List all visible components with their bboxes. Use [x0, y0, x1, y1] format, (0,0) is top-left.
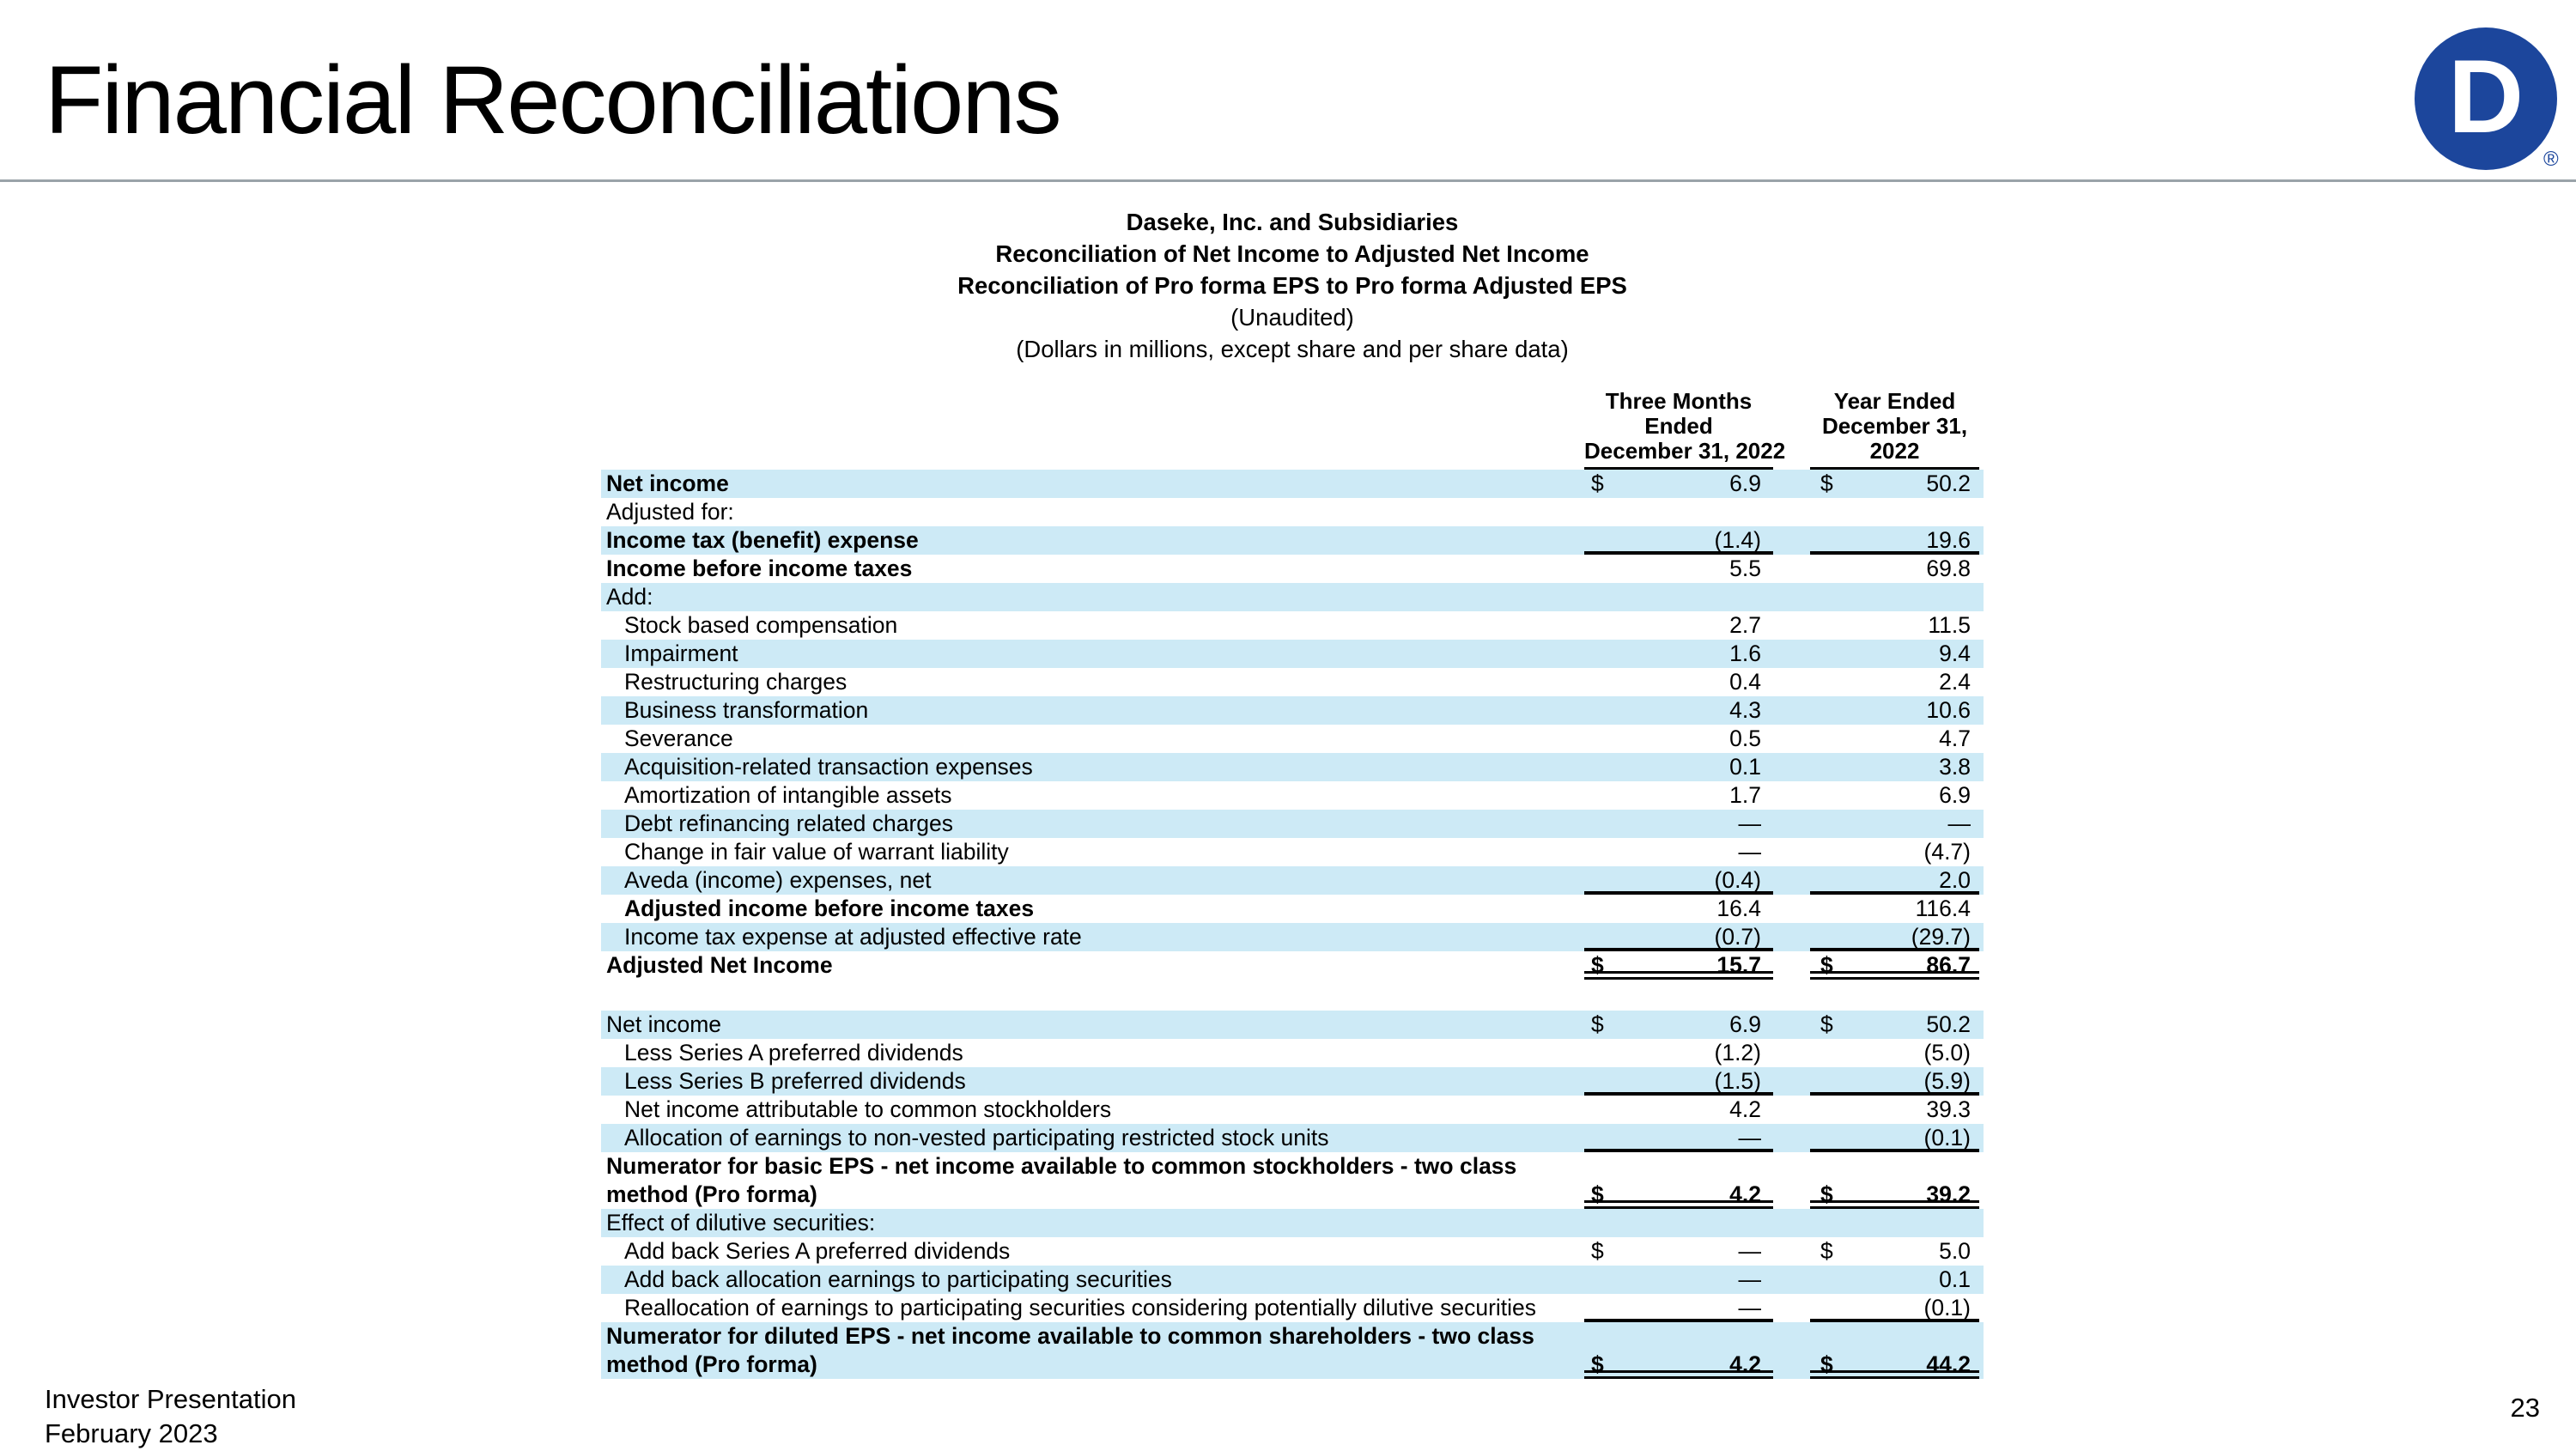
row-label: Net income: [606, 471, 729, 496]
value-cell: [1584, 1124, 1773, 1152]
row-label: Business transformation: [624, 697, 869, 723]
row-label: Less Series A preferred dividends: [624, 1040, 963, 1065]
value-cell: [1810, 555, 1979, 583]
table-row: [601, 668, 1984, 696]
dollar-sign: $: [1591, 1011, 1604, 1037]
value: 50.2: [1926, 471, 1971, 496]
value: (1.2): [1714, 1040, 1761, 1065]
value-cell: [1810, 1351, 1979, 1379]
value: —: [1738, 810, 1761, 836]
table-row: [601, 611, 1984, 640]
row-label: Net income attributable to common stockholders: [624, 1096, 1112, 1122]
value-cell: [1810, 1039, 1979, 1067]
col-header-line: Ended: [1644, 413, 1713, 439]
dollar-sign: $: [1591, 1238, 1604, 1264]
value-cell: [1810, 470, 1979, 498]
row-label: Add back Series A preferred dividends: [624, 1238, 1011, 1264]
table-header: [601, 388, 1984, 470]
value-cell: [1810, 781, 1979, 810]
row-label: Change in fair value of warrant liability: [624, 839, 1009, 865]
value: 4.2: [1729, 1096, 1761, 1122]
caption-line: Reconciliation of Pro forma EPS to Pro forma Adjusted EPS: [957, 272, 1627, 299]
value: 16.4: [1716, 895, 1761, 921]
value-cell: [1584, 895, 1773, 923]
row-label: Amortization of intangible assets: [624, 782, 952, 808]
table-row: [601, 895, 1984, 923]
value: (5.9): [1923, 1068, 1971, 1094]
value-cell: [1584, 555, 1773, 583]
dollar-sign: $: [1820, 1238, 1833, 1264]
row-label: Stock based compensation: [624, 612, 898, 638]
value: (0.1): [1923, 1295, 1971, 1320]
row-label: Numerator for diluted EPS - net income available to common shareholders - two class method (Pro forma): [606, 1323, 1534, 1377]
dollar-sign: $: [1820, 952, 1833, 978]
value-cell: [1810, 1294, 1979, 1322]
value-cell: [1584, 838, 1773, 866]
table-row: [601, 498, 1984, 526]
footer: [45, 1382, 296, 1451]
value-cell: [1584, 1237, 1773, 1266]
value-cell: [1584, 470, 1773, 498]
table-row: [601, 810, 1984, 838]
spacer-row: [601, 980, 1984, 1011]
value: 3.8: [1939, 754, 1971, 780]
value: (0.7): [1714, 924, 1761, 950]
caption-line: Daseke, Inc. and Subsidiaries: [1126, 209, 1459, 235]
value: 6.9: [1729, 471, 1761, 496]
value-cell: [1810, 1237, 1979, 1266]
col-header-line: Year Ended: [1833, 388, 1956, 414]
value-cell: [1810, 951, 1979, 980]
footer-date-label: February 2023: [45, 1418, 218, 1448]
value-cell: [1584, 1181, 1773, 1209]
value-cell: [1810, 838, 1979, 866]
table-row: [601, 1209, 1984, 1237]
table-row: [601, 1011, 1984, 1039]
row-label: Numerator for basic EPS - net income available to common stockholders - two class method (Pro forma): [606, 1153, 1517, 1207]
value: (0.1): [1923, 1125, 1971, 1150]
value-cell: [1810, 753, 1979, 781]
value-cell: [1584, 1294, 1773, 1322]
row-label: Less Series B preferred dividends: [624, 1068, 966, 1094]
reconciliation-table: [601, 388, 1984, 1379]
table-row: [601, 1039, 1984, 1067]
daseke-logo-icon: [2415, 27, 2557, 170]
value-cell: [1584, 640, 1773, 668]
value-cell: [1810, 526, 1979, 555]
table-row: [601, 838, 1984, 866]
value: 4.2: [1729, 1181, 1761, 1207]
value-cell: [1810, 895, 1979, 923]
table-row: [601, 1067, 1984, 1096]
table-row: [601, 583, 1984, 611]
table-row: [601, 526, 1984, 555]
table-rows: [601, 470, 1984, 1379]
col-header-three-months-ended: [1584, 388, 1786, 470]
value-cell: [1810, 1124, 1979, 1152]
value: 69.8: [1926, 556, 1971, 581]
table-row: [601, 1322, 1984, 1379]
table-row: [601, 951, 1984, 980]
value: 4.7: [1939, 726, 1971, 751]
value: 19.6: [1926, 527, 1971, 553]
value-cell: [1810, 1011, 1979, 1039]
value-cell: [1810, 611, 1979, 640]
row-label: Add:: [606, 584, 653, 610]
row-label: Reallocation of earnings to participating securities considering potentially dilutive securities: [624, 1295, 1537, 1320]
value-cell: [1584, 725, 1773, 753]
value-cell: [1810, 1266, 1979, 1294]
value-cell: [1584, 1266, 1773, 1294]
value: 1.7: [1729, 782, 1761, 808]
row-label: Adjusted income before income taxes: [624, 895, 1035, 921]
value: 86.7: [1926, 952, 1971, 978]
value-cell: [1810, 725, 1979, 753]
value: 4.2: [1729, 1351, 1761, 1377]
value: 2.4: [1939, 669, 1971, 695]
value: (0.4): [1714, 867, 1761, 893]
value: 11.5: [1928, 612, 1971, 638]
row-label: Effect of dilutive securities:: [606, 1210, 876, 1235]
value-cell: [1584, 923, 1773, 951]
table-row: [601, 555, 1984, 583]
col-header-year-ended: [1810, 389, 1979, 470]
value-cell: [1810, 640, 1979, 668]
table-row: [601, 470, 1984, 498]
value: 9.4: [1939, 641, 1971, 666]
value-cell: [1584, 810, 1773, 838]
row-label: Impairment: [624, 641, 738, 666]
page-number: 23: [2510, 1393, 2540, 1423]
footer-presentation-label: Investor Presentation: [45, 1384, 296, 1414]
table-row: [601, 1152, 1984, 1209]
row-label: Restructuring charges: [624, 669, 848, 695]
dollar-sign: $: [1820, 1181, 1833, 1207]
value: 39.3: [1926, 1096, 1971, 1122]
table-row: [601, 753, 1984, 781]
value: 0.1: [1939, 1266, 1971, 1292]
value-cell: [1810, 866, 1979, 895]
value: —: [1947, 810, 1971, 836]
dollar-sign: $: [1591, 952, 1604, 978]
dollar-sign: $: [1820, 471, 1833, 496]
value: 0.1: [1729, 754, 1761, 780]
value: 2.7: [1729, 612, 1761, 638]
dollar-sign: $: [1591, 1181, 1604, 1207]
table-row: [601, 696, 1984, 725]
logo-letter: D: [2447, 38, 2524, 155]
row-label: Acquisition-related transaction expenses: [624, 754, 1033, 780]
value-cell: [1584, 1011, 1773, 1039]
value-cell: [1584, 781, 1773, 810]
col-header-line: December 31, 2022: [1584, 438, 1786, 464]
table-row: [601, 640, 1984, 668]
table-caption: [601, 206, 1984, 365]
row-label: Income tax (benefit) expense: [606, 527, 919, 553]
value-cell: [1584, 1096, 1773, 1124]
row-label: Adjusted Net Income: [606, 952, 833, 978]
value-cell: [1584, 951, 1773, 980]
caption-line: Reconciliation of Net Income to Adjusted Net Income: [995, 240, 1589, 267]
value: 4.3: [1729, 697, 1761, 723]
value-cell: [1810, 1096, 1979, 1124]
value: —: [1738, 1125, 1761, 1150]
value-cell: [1810, 668, 1979, 696]
table-row: [601, 923, 1984, 951]
table-row: [601, 1266, 1984, 1294]
value: (4.7): [1923, 839, 1971, 865]
dollar-sign: $: [1591, 471, 1604, 496]
row-label: Severance: [624, 726, 733, 751]
value-cell: [1584, 1039, 1773, 1067]
value: (1.5): [1714, 1068, 1761, 1094]
value-cell: [1810, 923, 1979, 951]
row-label: Net income: [606, 1011, 722, 1037]
value-cell: [1584, 866, 1773, 895]
value-cell: [1584, 668, 1773, 696]
row-label: Aveda (income) expenses, net: [624, 867, 932, 893]
dollar-sign: $: [1820, 1011, 1833, 1037]
value: —: [1738, 839, 1761, 865]
value: 0.4: [1729, 669, 1761, 695]
row-label: Allocation of earnings to non-vested participating restricted stock units: [624, 1125, 1329, 1150]
value-cell: [1810, 1181, 1979, 1209]
value: 50.2: [1926, 1011, 1971, 1037]
value-cell: [1584, 1351, 1773, 1379]
value: (5.0): [1923, 1040, 1971, 1065]
value: 5.5: [1729, 556, 1761, 581]
row-label: Income before income taxes: [606, 556, 913, 581]
row-label: Debt refinancing related charges: [624, 810, 954, 836]
table-row: [601, 781, 1984, 810]
row-label: Add back allocation earnings to participating securities: [624, 1266, 1172, 1292]
value: 5.0: [1939, 1238, 1971, 1264]
col-header-line: 2022: [1869, 438, 1920, 464]
value: 1.6: [1729, 641, 1761, 666]
col-header-line: Three Months: [1605, 388, 1753, 414]
row-label: Adjusted for:: [606, 499, 734, 525]
value-cell: [1584, 611, 1773, 640]
table-row: [601, 1124, 1984, 1152]
value: 2.0: [1939, 867, 1971, 893]
value-cell: [1810, 810, 1979, 838]
caption-line: (Dollars in millions, except share and per share data): [1016, 336, 1569, 362]
value: 10.6: [1926, 697, 1971, 723]
table-row: [601, 866, 1984, 895]
value: (1.4): [1714, 527, 1761, 553]
value-cell: [1810, 696, 1979, 725]
value: 0.5: [1729, 726, 1761, 751]
table-row: [601, 725, 1984, 753]
value: —: [1738, 1238, 1761, 1264]
registered-trademark-icon: ®: [2543, 148, 2559, 171]
value-cell: [1584, 696, 1773, 725]
col-header-line: December 31,: [1821, 413, 1968, 439]
table-row: [601, 1096, 1984, 1124]
slide-title: Financial Reconciliations: [45, 46, 1060, 154]
row-label: Income tax expense at adjusted effective rate: [624, 924, 1082, 950]
value-cell: [1584, 753, 1773, 781]
value: —: [1738, 1295, 1761, 1320]
value: 15.7: [1716, 952, 1761, 978]
value: 116.4: [1915, 895, 1971, 921]
dollar-sign: $: [1591, 1351, 1604, 1377]
caption-line: (Unaudited): [1230, 304, 1354, 331]
value: —: [1738, 1266, 1761, 1292]
value-cell: [1810, 1067, 1979, 1096]
dollar-sign: $: [1820, 1351, 1833, 1377]
value-cell: [1584, 526, 1773, 555]
value: 44.2: [1926, 1351, 1971, 1377]
value: 6.9: [1729, 1011, 1761, 1037]
table-row: [601, 1237, 1984, 1266]
table-row: [601, 1294, 1984, 1322]
value: 39.2: [1926, 1181, 1971, 1207]
value: (29.7): [1911, 924, 1971, 950]
value-cell: [1584, 1067, 1773, 1096]
header-divider: [0, 179, 2576, 182]
value: 6.9: [1939, 782, 1971, 808]
